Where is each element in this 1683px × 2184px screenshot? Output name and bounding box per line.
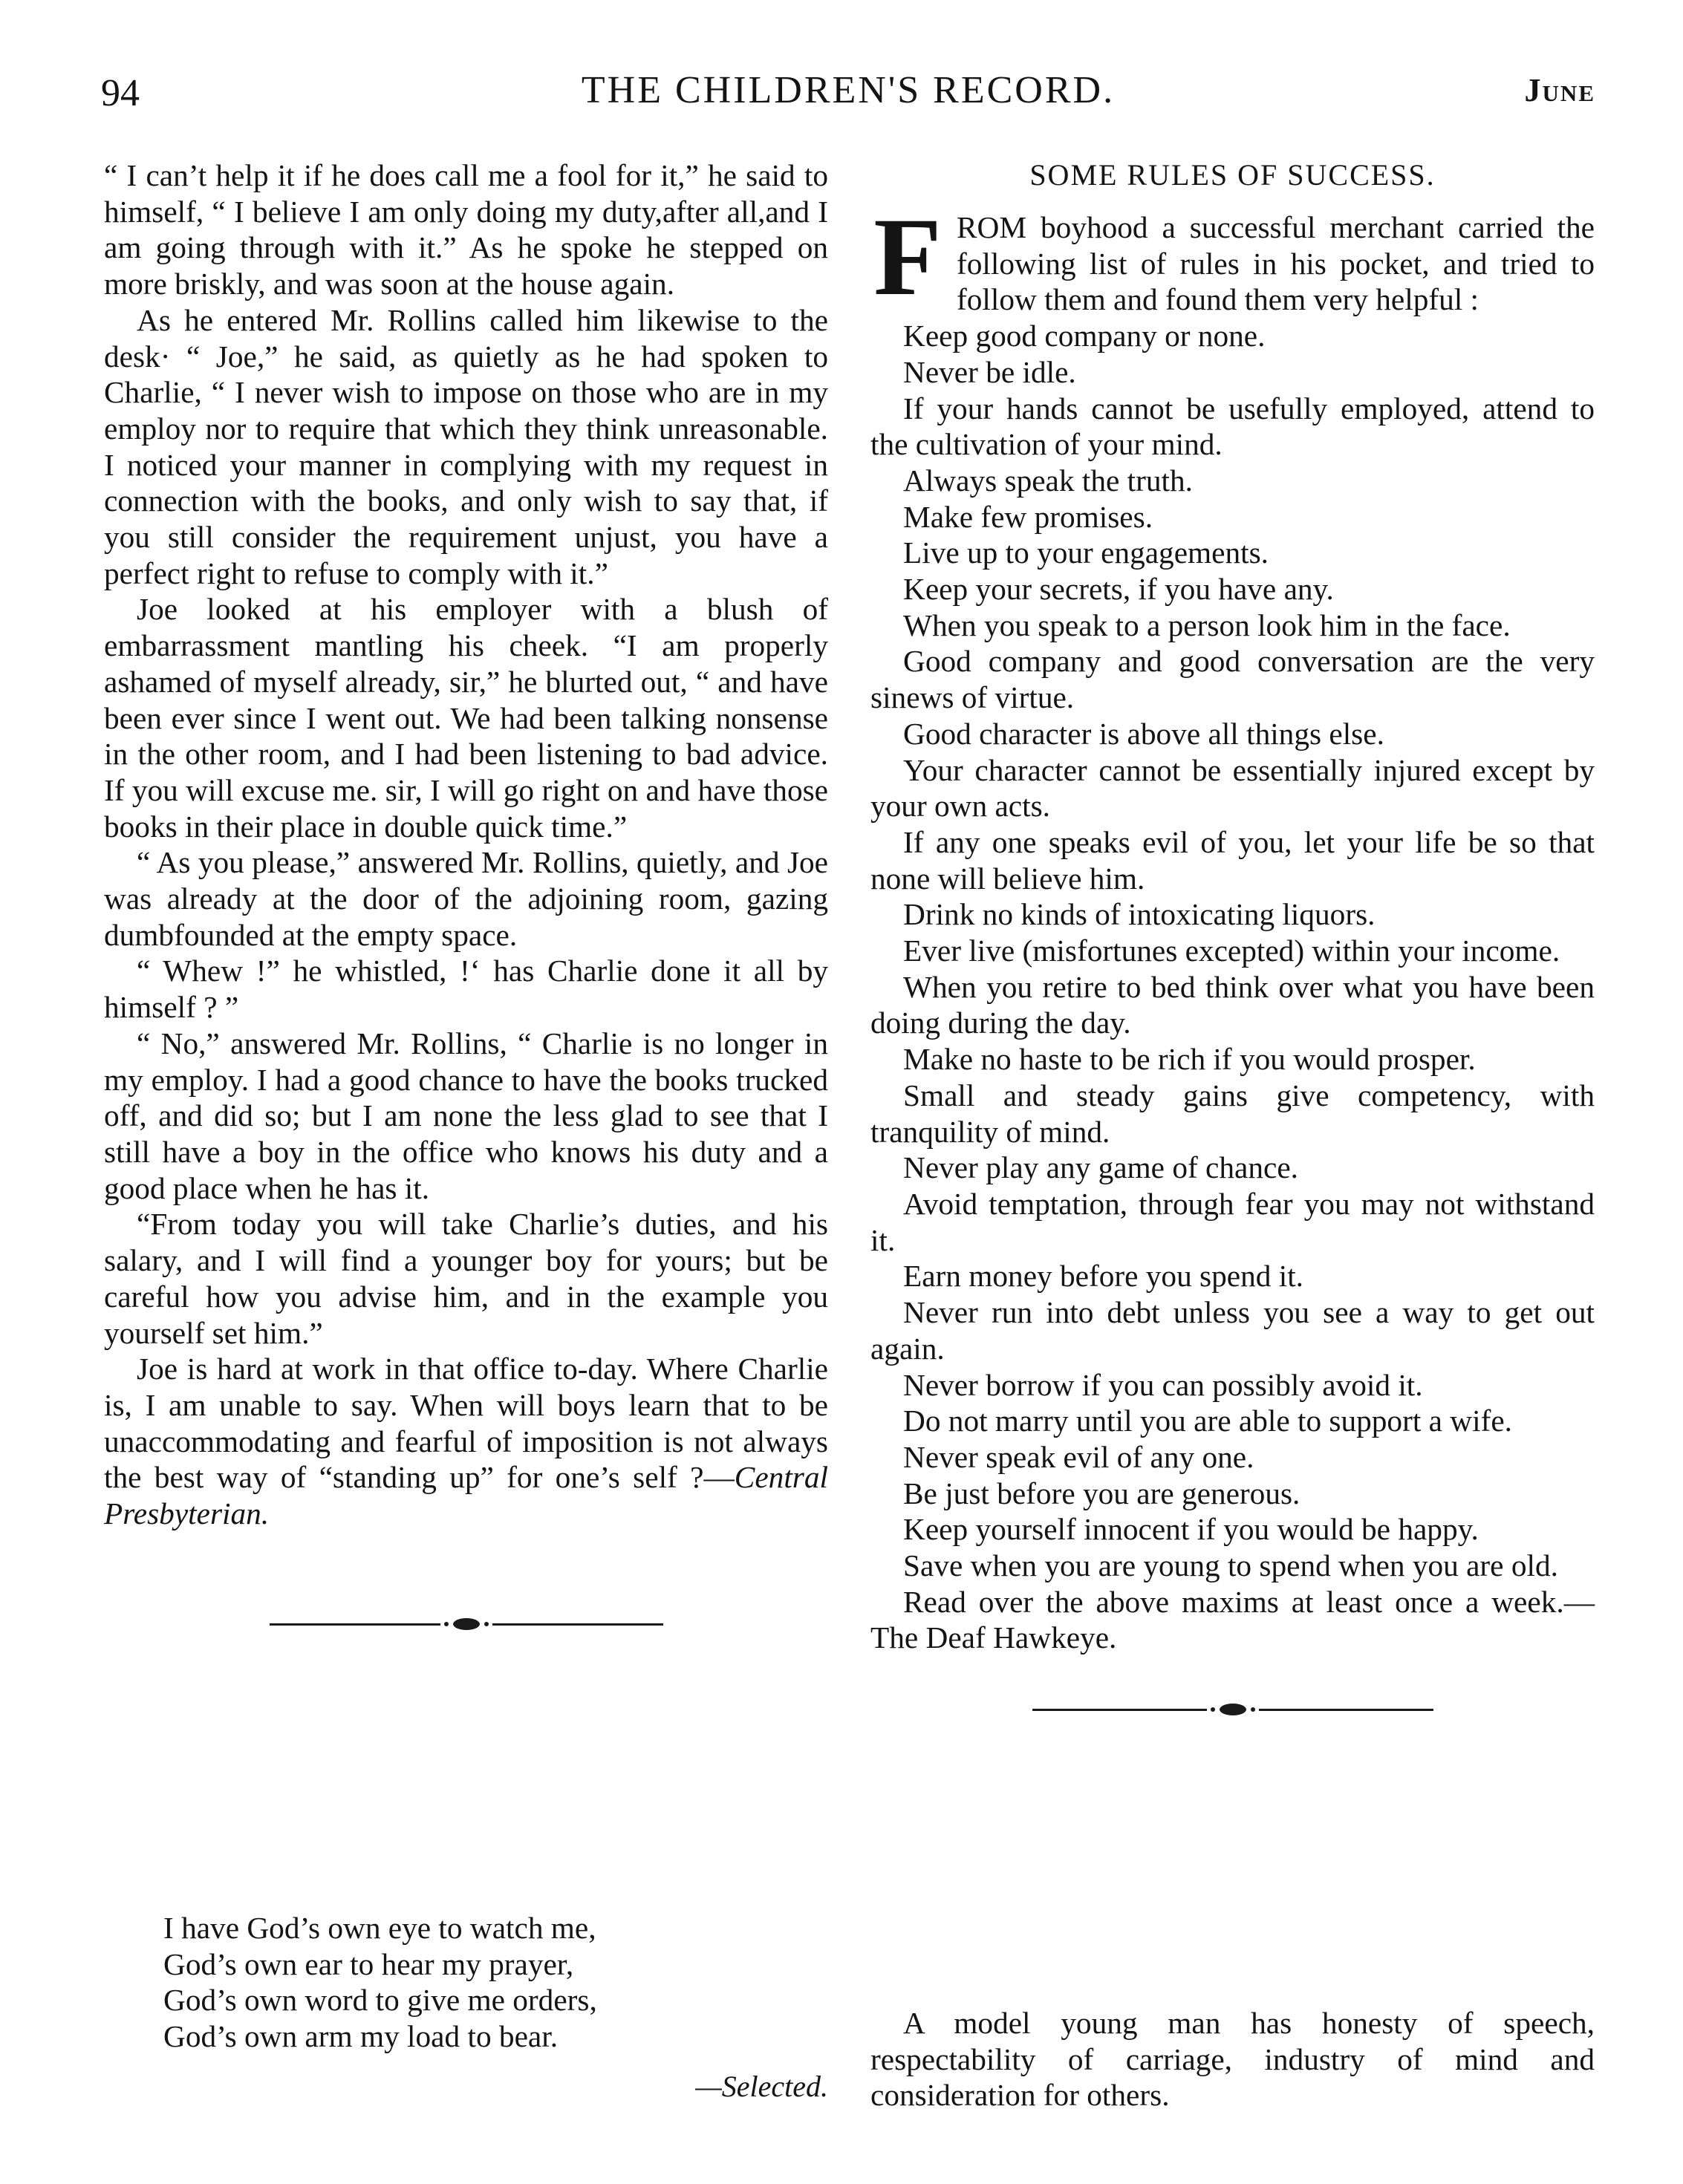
rule-item: Avoid temptation, through fear you may not withstand it. bbox=[870, 1186, 1595, 1257]
closing-note bbox=[870, 2005, 1595, 2113]
rule-item: Make few promises. bbox=[903, 499, 1153, 534]
rule-item: If your hands cannot be usefully employed, attend to the cultivation of your mind. bbox=[870, 391, 1595, 462]
story-source: Central Presbyterian. bbox=[104, 1460, 828, 1531]
story-paragraph: “From today you will take Charlie’s duties, and his salary, and I will find a younger boy for yours; but be careful how you advise him, and in the example you yourself set him.” bbox=[104, 1207, 828, 1350]
rules-list bbox=[870, 318, 1595, 1656]
poem-line: God’s own word to give me orders, bbox=[163, 1983, 597, 2018]
page-header bbox=[101, 68, 1595, 128]
rule-item: Good character is above all things else. bbox=[903, 716, 1384, 751]
story-paragraph: “ No,” answered Mr. Rollins, “ Charlie is no longer in my employ. I had a good chance to have the books trucked off, and did so; but I am none the less glad to see that I still have a boy in the office who knows his duty and a good place when he has it. bbox=[104, 1026, 828, 1205]
left-column bbox=[104, 157, 828, 1633]
rule-item: Never play any game of chance. bbox=[903, 1150, 1298, 1185]
rule-item: Be just before you are generous. bbox=[903, 1476, 1300, 1510]
poem-line: I have God’s own eye to watch me, bbox=[163, 1911, 596, 1945]
rule-item: Always speak the truth. bbox=[903, 463, 1193, 498]
right-column bbox=[870, 157, 1595, 1718]
rule-item: Your character cannot be essentially injured except by your own acts. bbox=[870, 752, 1595, 824]
intro-text: ROM boyhood a successful merchant carried the following list of rules in his pocket, and tried to follow them and found them very helpful : bbox=[957, 210, 1595, 317]
rule-item: Good company and good conversation are the very sinews of virtue. bbox=[870, 644, 1595, 715]
rule-item: Never run into debt unless you see a way to get out again. bbox=[870, 1295, 1595, 1366]
story-paragraph: “ Whew !” he whistled, !‘ has Charlie done it all by himself ? ” bbox=[104, 954, 828, 1025]
rule-item: Never be idle. bbox=[903, 354, 1076, 389]
rule-item: Small and steady gains give competency, with tranquility of mind. bbox=[870, 1078, 1595, 1149]
story-paragraph: “ As you please,” answered Mr. Rollins, quietly, and Joe was already at the door of the adjoining room, gazing dumbfounded at the empty space. bbox=[104, 845, 828, 952]
rule-item: Ever live (misfortunes excepted) within your income. bbox=[903, 933, 1560, 968]
story-paragraph: “ I can’t help it if he does call me a fool for it,” he said to himself, “ I believe I am only doing my duty,after all,and I am going through with it.” As he spoke he stepped on more briskly, and was soon at the house again. bbox=[104, 158, 828, 301]
closing-paragraph: A model young man has honesty of speech, respectability of carriage, industry of mind and consideration for others. bbox=[870, 2006, 1595, 2113]
journal-title: THE CHILDREN'S RECORD. bbox=[581, 69, 1116, 111]
rule-item: Never borrow if you can possibly avoid it. bbox=[903, 1367, 1423, 1402]
rule-item: If any one speaks evil of you, let your life be so that none will believe him. bbox=[870, 824, 1595, 896]
rule-item: When you speak to a person look him in the face. bbox=[903, 607, 1511, 642]
right-divider bbox=[1032, 1701, 1433, 1718]
drop-cap: F bbox=[873, 195, 942, 319]
rule-item: Keep good company or none. bbox=[903, 319, 1266, 353]
issue-month: June bbox=[1524, 72, 1595, 108]
rule-item: Earn money before you spend it. bbox=[903, 1259, 1303, 1294]
poem-credit: —Selected. bbox=[695, 2070, 828, 2103]
rule-item: Keep your secrets, if you have any. bbox=[903, 572, 1334, 607]
story-closing-paragraph bbox=[104, 1351, 828, 1532]
ornament-icon bbox=[440, 1617, 492, 1632]
page-number: 94 bbox=[101, 72, 140, 114]
poem bbox=[163, 1910, 832, 2055]
ornament-icon bbox=[1207, 1702, 1259, 1717]
rule-item: Make no haste to be rich if you would prosper. bbox=[903, 1042, 1476, 1077]
rule-item: Drink no kinds of intoxicating liquors. bbox=[903, 897, 1376, 932]
rule-item: When you retire to bed think over what you have been doing during the day. bbox=[870, 969, 1595, 1040]
rule-item: Do not marry until you are able to support a wife. bbox=[903, 1404, 1512, 1438]
rule-item: Read over the above maxims at least once a week.—The Deaf Hawkeye. bbox=[870, 1584, 1595, 1655]
rule-item: Keep yourself innocent if you would be happy. bbox=[903, 1512, 1479, 1547]
section-title: SOME RULES OF SUCCESS. bbox=[1029, 158, 1436, 192]
story-paragraph: Joe looked at his employer with a blush of embarrassment mantling his cheek. “I am properly ashamed of myself already, sir,” he blurted out, “ and have been ever since I went out. We had been talking nonsense in the other room, and I had been listening to bad advice. If you will excuse me. sir, I will go right on and have those books in their place in double quick time.” bbox=[104, 592, 828, 844]
poem-line: God’s own arm my load to bear. bbox=[163, 2019, 559, 2054]
rule-item: Live up to your engagements. bbox=[903, 535, 1269, 570]
story-paragraph: As he entered Mr. Rollins called him likewise to the desk· “ Joe,” he said, as quietly as he had spoken to Charlie, “ I never wish to impose on those who are in my employ nor to require that which they think unreasonable. I noticed your manner in complying with my request in connection with the books, and only wish to say that, if you still consider the requirement unjust, you have a perfect right to refuse to comply with it.” bbox=[104, 302, 828, 590]
rule-item: Save when you are young to spend when you are old. bbox=[903, 1548, 1558, 1583]
left-divider bbox=[270, 1615, 663, 1633]
rule-item: Never speak evil of any one. bbox=[903, 1439, 1254, 1474]
poem-line: God’s own ear to hear my prayer, bbox=[163, 1946, 574, 1981]
intro-paragraph bbox=[870, 195, 1595, 319]
story-closing-text: Joe is hard at work in that office to-day. Where Charlie is, I am unable to say. When will boys learn that to be unaccommodating and fearful of imposition is not always the best way of “standing up” for one’s self ?— bbox=[104, 1352, 828, 1495]
